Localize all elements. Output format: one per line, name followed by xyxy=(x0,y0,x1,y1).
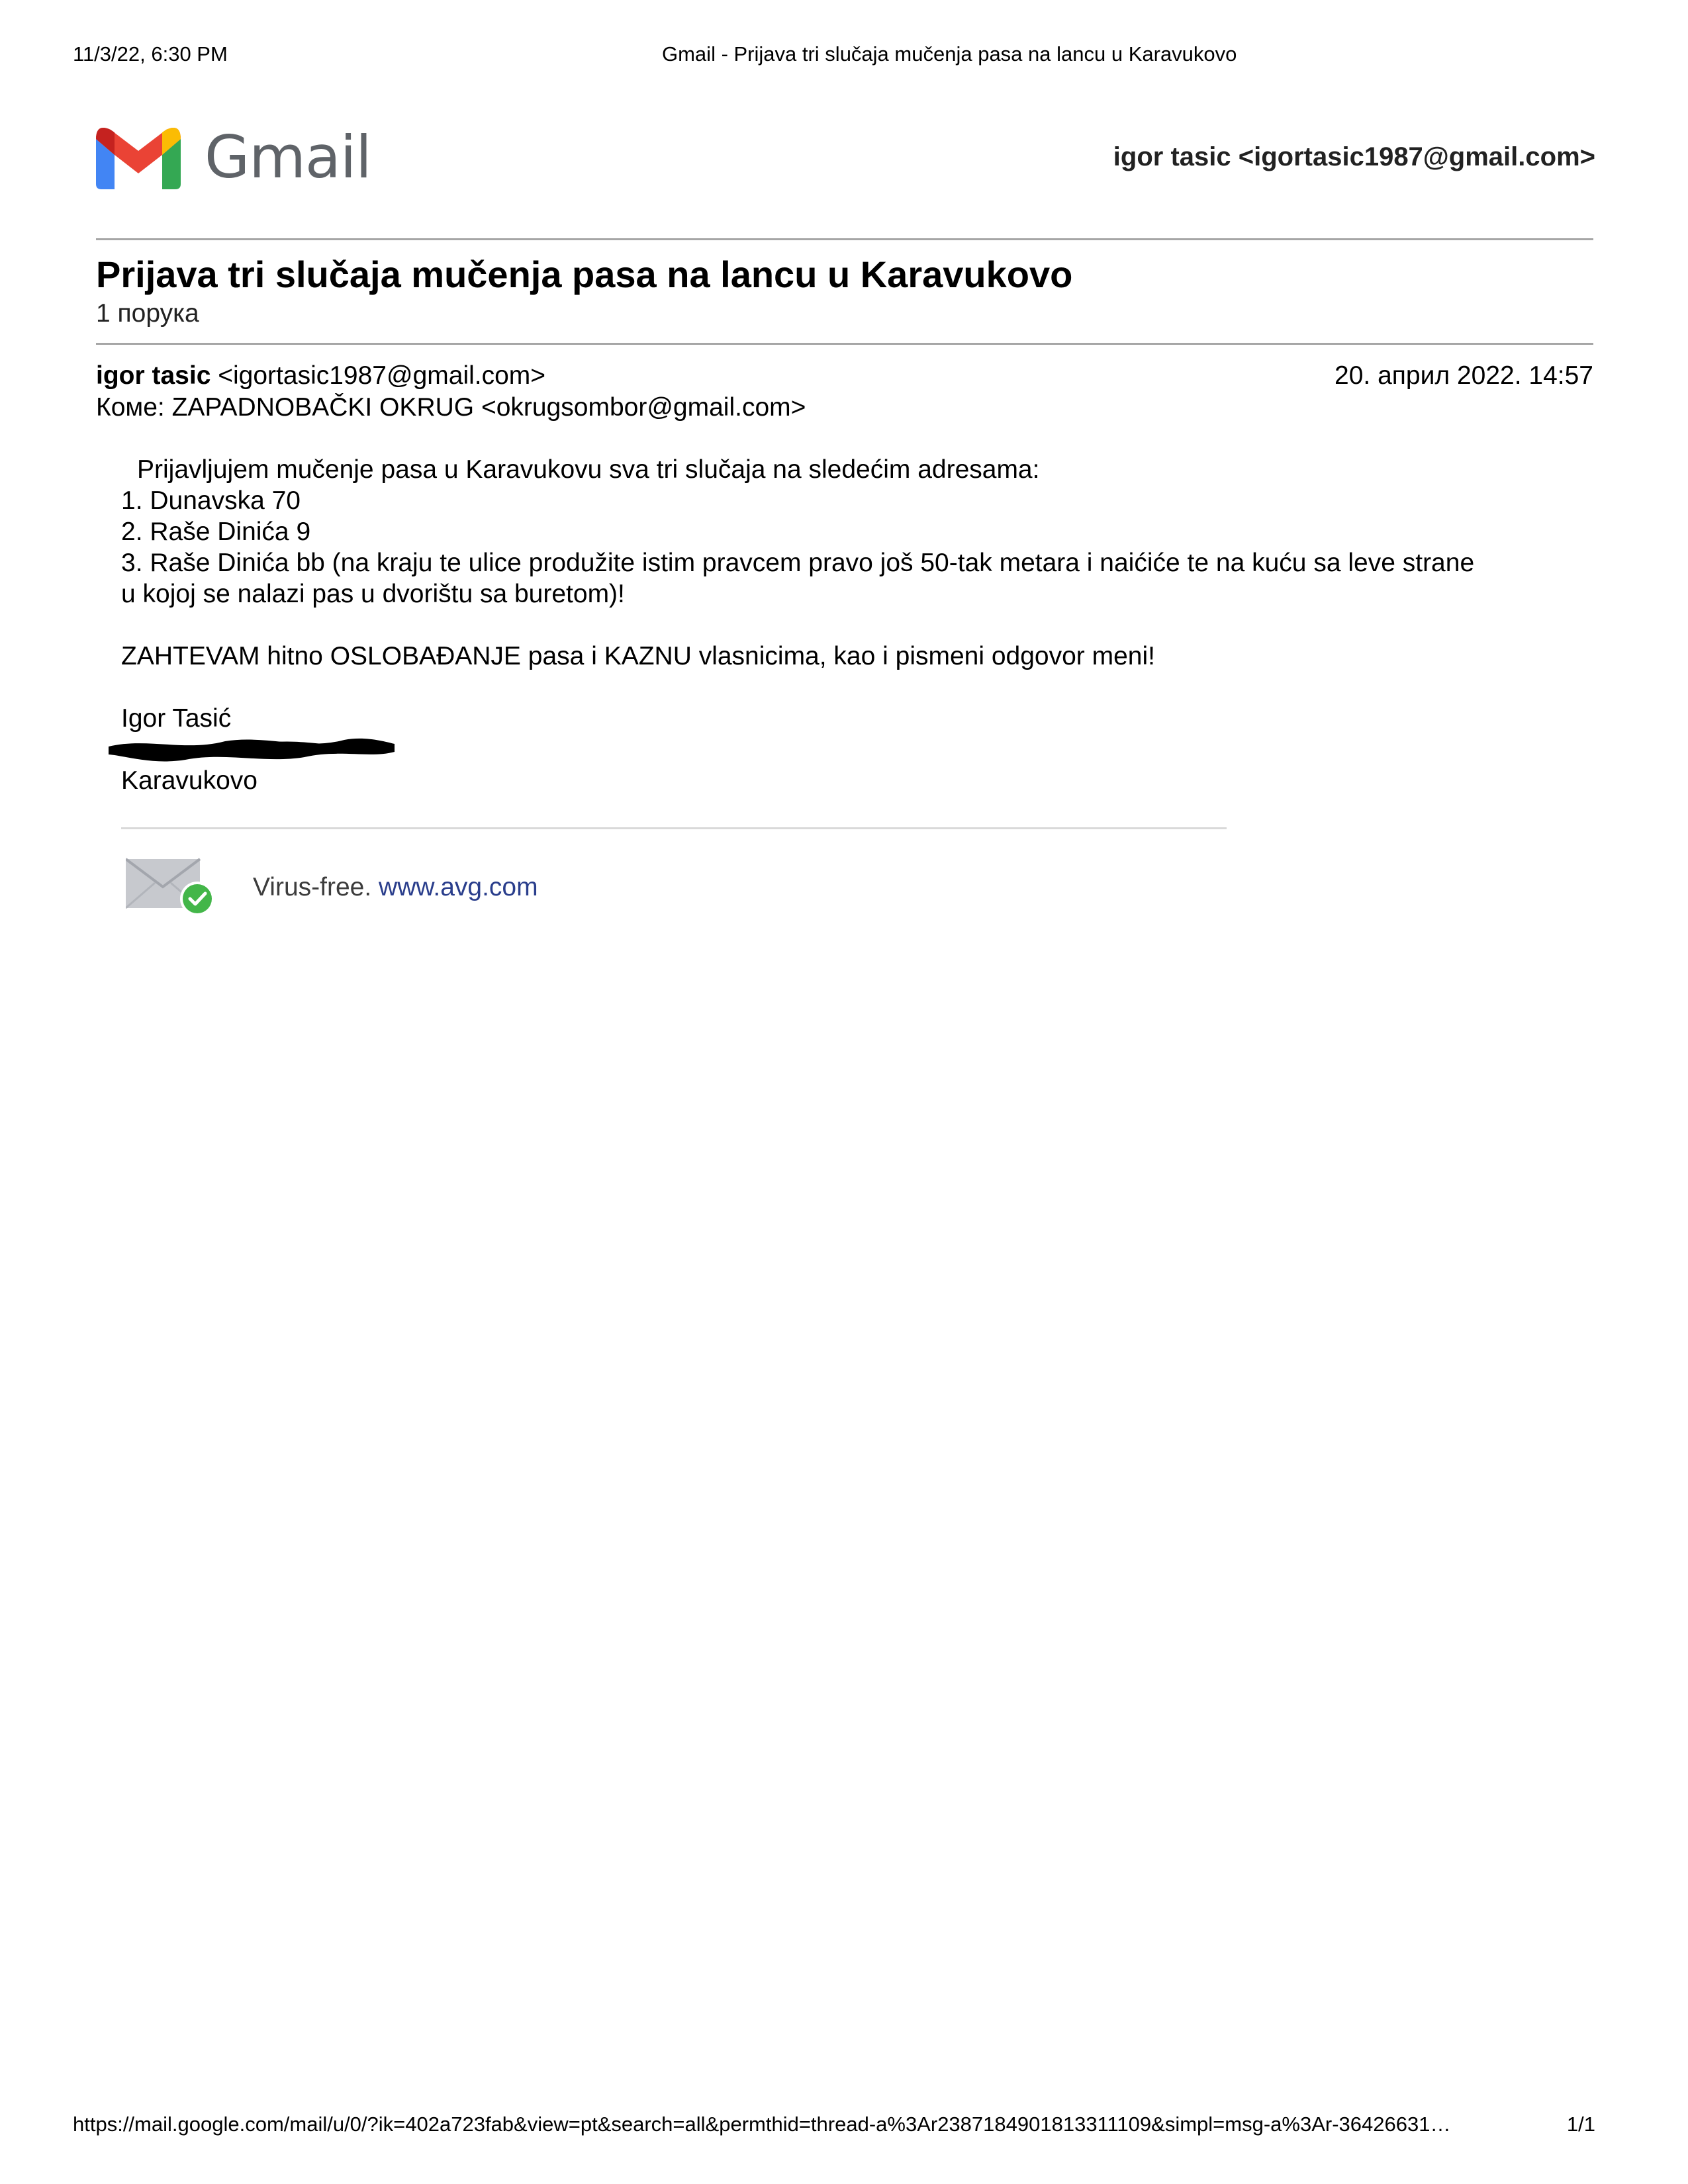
print-url: https://mail.google.com/mail/u/0/?ik=402a723fab&view=pt&search=all&permthid=thread-a%3Ar2387184901813311109&simpl=msg-a%3Ar-36426631… xyxy=(73,2113,1451,2136)
message-body xyxy=(121,454,1558,734)
body-demand: ZAHTEVAM hitno OSLOBAĐANJE pasa i KAZNU vlasnicima, kao i pismeni odgovor meni! xyxy=(121,642,1155,670)
sender-name: igor tasic xyxy=(96,361,211,390)
list-item: 3. Raše Dinića bb (na kraju te ulice produžite istim pravcem pravo još 50-tak metara i naićiće te na kuću sa leve strane xyxy=(121,549,1475,577)
avg-link[interactable]: www.avg.com xyxy=(379,872,538,901)
gmail-m-icon xyxy=(96,126,181,189)
page-number: 1/1 xyxy=(1566,2113,1595,2136)
recipient-line xyxy=(96,392,1593,424)
virus-free-label: Virus-free. xyxy=(253,872,372,901)
list-item: 1. Dunavska 70 xyxy=(121,486,301,515)
gmail-logo xyxy=(96,123,371,191)
thread-subject: Prijava tri slučaja mučenja pasa na lancu u Karavukovo xyxy=(96,253,1073,295)
list-item: u kojoj se nalazi pas u dvorištu sa buretom)! xyxy=(121,580,625,608)
signature-city: Karavukovo xyxy=(121,766,258,795)
message-count: 1 порука xyxy=(96,299,199,328)
gmail-wordmark: Gmail xyxy=(205,123,371,191)
thread-divider xyxy=(96,343,1593,345)
envelope-check-icon xyxy=(126,854,216,921)
recipient-label: Коме: xyxy=(96,393,165,422)
sender-email: <igortasic1987@gmail.com> xyxy=(218,361,546,390)
list-item: 2. Raše Dinića 9 xyxy=(121,518,311,546)
redaction-scribble xyxy=(106,732,397,768)
header-divider xyxy=(96,238,1593,240)
print-title: Gmail - Prijava tri slučaja mučenja pasa na lancu u Karavukovo xyxy=(662,42,1237,66)
message-header xyxy=(96,360,1593,424)
avg-signature xyxy=(126,854,538,921)
print-datetime: 11/3/22, 6:30 PM xyxy=(73,42,228,66)
print-header xyxy=(73,40,1615,69)
account-identity: igor tasic <igortasic1987@gmail.com> xyxy=(1113,142,1595,171)
signature-name: Igor Tasić xyxy=(121,704,232,733)
message-date: 20. април 2022. 14:57 xyxy=(1335,361,1593,390)
body-intro: Prijavljujem mučenje pasa u Karavukovu sva tri slučaja na sledećim adresama: xyxy=(137,455,1040,484)
recipient: ZAPADNOBAČKI OKRUG <okrugsombor@gmail.com> xyxy=(171,393,806,422)
print-footer xyxy=(73,2110,1615,2139)
avg-divider xyxy=(121,827,1227,829)
avg-text xyxy=(253,873,538,902)
